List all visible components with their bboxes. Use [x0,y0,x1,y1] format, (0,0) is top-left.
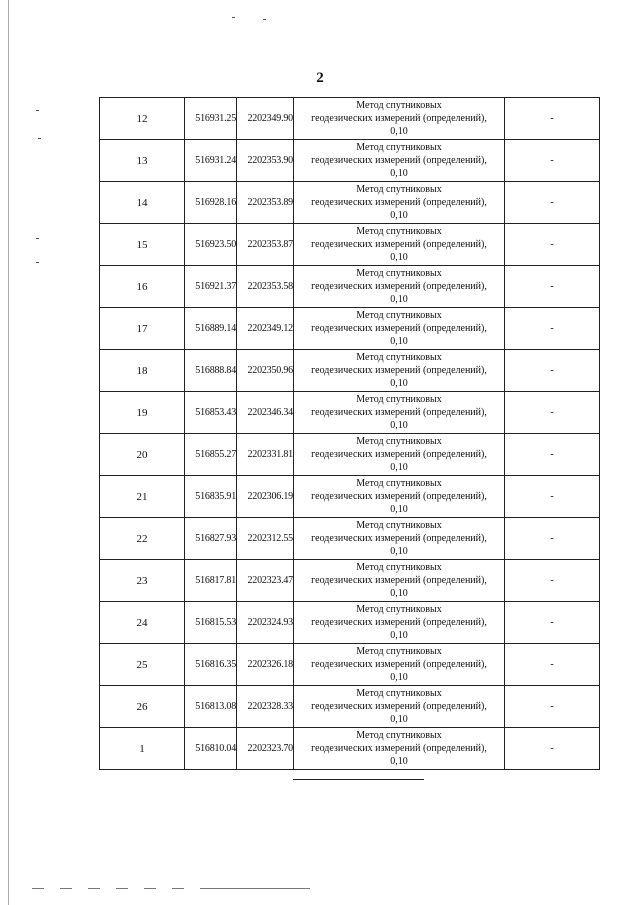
table-row [100,602,600,644]
x-coordinate-cell: 516931.24 [185,140,237,182]
method-line: Метод спутниковых [356,646,442,657]
scan-dash [32,888,44,889]
method-line: 0,10 [390,336,408,347]
method-line: Метод спутниковых [356,100,442,111]
note-cell: - [505,686,600,728]
method-line: 0,10 [390,378,408,389]
table-row [100,182,600,224]
scan-speck [38,138,41,139]
y-coordinate-cell: 2202323.70 [237,728,294,770]
table-row [100,728,600,770]
method-line: 0,10 [390,210,408,221]
point-number-cell: 19 [100,392,185,434]
method-line: геодезических измерений (определений), [311,155,487,166]
y-coordinate-cell: 2202346.34 [237,392,294,434]
method-line: геодезических измерений (определений), [311,197,487,208]
note-cell: - [505,140,600,182]
y-coordinate-cell: 2202328.33 [237,686,294,728]
y-coordinate-cell: 2202306.19 [237,476,294,518]
y-coordinate-cell: 2202353.90 [237,140,294,182]
y-coordinate-cell: 2202331.81 [237,434,294,476]
note-cell: - [505,518,600,560]
x-coordinate-cell: 516817.81 [185,560,237,602]
method-line: геодезических измерений (определений), [311,449,487,460]
method-line: Метод спутниковых [356,394,442,405]
x-coordinate-cell: 516888.84 [185,350,237,392]
note-cell: - [505,182,600,224]
table-row [100,224,600,266]
x-coordinate-cell: 516815.53 [185,602,237,644]
note-cell: - [505,392,600,434]
method-line: 0,10 [390,420,408,431]
method-line: геодезических измерений (определений), [311,113,487,124]
method-line: геодезических измерений (определений), [311,701,487,712]
method-cell [294,434,505,476]
note-cell: - [505,728,600,770]
x-coordinate-cell: 516855.27 [185,434,237,476]
method-line: 0,10 [390,672,408,683]
scan-dash [144,888,156,889]
method-line: геодезических измерений (определений), [311,659,487,670]
x-coordinate-cell: 516931.25 [185,98,237,140]
method-line: Метод спутниковых [356,688,442,699]
point-number-cell: 17 [100,308,185,350]
y-coordinate-cell: 2202353.58 [237,266,294,308]
method-cell [294,392,505,434]
method-line: Метод спутниковых [356,436,442,447]
method-cell [294,476,505,518]
method-line: Метод спутниковых [356,604,442,615]
scan-dash [172,888,184,889]
y-coordinate-cell: 2202353.87 [237,224,294,266]
x-coordinate-cell: 516816.35 [185,644,237,686]
scan-speck [36,238,39,239]
x-coordinate-cell: 516813.08 [185,686,237,728]
method-line: Метод спутниковых [356,310,442,321]
note-cell: - [505,350,600,392]
method-line: геодезических измерений (определений), [311,239,487,250]
scan-edge [8,0,9,905]
method-line: 0,10 [390,294,408,305]
point-number-cell: 15 [100,224,185,266]
point-number-cell: 13 [100,140,185,182]
y-coordinate-cell: 2202349.12 [237,308,294,350]
method-cell [294,350,505,392]
method-line: геодезических измерений (определений), [311,323,487,334]
method-line: Метод спутниковых [356,562,442,573]
method-line: геодезических измерений (определений), [311,575,487,586]
table-row [100,560,600,602]
method-line: Метод спутниковых [356,730,442,741]
note-cell: - [505,476,600,518]
table-row [100,476,600,518]
method-line: геодезических измерений (определений), [311,407,487,418]
table-row [100,98,600,140]
point-number-cell: 18 [100,350,185,392]
note-cell: - [505,434,600,476]
method-line: геодезических измерений (определений), [311,617,487,628]
method-line: Метод спутниковых [356,226,442,237]
method-cell [294,602,505,644]
table-row [100,140,600,182]
y-coordinate-cell: 2202323.47 [237,560,294,602]
scan-dash [88,888,100,889]
point-number-cell: 23 [100,560,185,602]
x-coordinate-cell: 516889.14 [185,308,237,350]
method-line: геодезических измерений (определений), [311,533,487,544]
method-cell [294,182,505,224]
method-line: Метод спутниковых [356,478,442,489]
method-cell [294,140,505,182]
table-row [100,518,600,560]
note-cell: - [505,602,600,644]
table-row [100,266,600,308]
x-coordinate-cell: 516923.50 [185,224,237,266]
point-number-cell: 25 [100,644,185,686]
point-number-cell: 26 [100,686,185,728]
point-number-cell: 12 [100,98,185,140]
x-coordinate-cell: 516827.93 [185,518,237,560]
method-line: 0,10 [390,504,408,515]
method-line: 0,10 [390,462,408,473]
point-number-cell: 16 [100,266,185,308]
method-line: 0,10 [390,756,408,767]
scan-speck [232,17,235,18]
method-line: 0,10 [390,588,408,599]
table-row [100,644,600,686]
scan-dash [200,888,310,889]
method-line: 0,10 [390,252,408,263]
method-cell [294,308,505,350]
point-number-cell: 1 [100,728,185,770]
table-row [100,308,600,350]
scan-speck [36,110,39,111]
method-cell [294,266,505,308]
x-coordinate-cell: 516835.91 [185,476,237,518]
method-cell [294,686,505,728]
scan-speck [36,262,39,263]
coordinates-table [99,97,600,770]
point-number-cell: 20 [100,434,185,476]
page-number: 2 [316,70,324,86]
point-number-cell: 24 [100,602,185,644]
table-row [100,350,600,392]
method-line: геодезических измерений (определений), [311,281,487,292]
method-cell [294,224,505,266]
y-coordinate-cell: 2202324.93 [237,602,294,644]
table-row [100,686,600,728]
method-line: Метод спутниковых [356,142,442,153]
y-coordinate-cell: 2202350.96 [237,350,294,392]
note-cell: - [505,308,600,350]
method-cell [294,728,505,770]
table-row [100,392,600,434]
scan-speck [263,19,266,20]
method-line: Метод спутниковых [356,352,442,363]
point-number-cell: 21 [100,476,185,518]
point-number-cell: 14 [100,182,185,224]
method-line: 0,10 [390,126,408,137]
y-coordinate-cell: 2202312.55 [237,518,294,560]
method-line: геодезических измерений (определений), [311,743,487,754]
method-line: геодезических измерений (определений), [311,365,487,376]
note-cell: - [505,266,600,308]
method-line: Метод спутниковых [356,184,442,195]
method-line: 0,10 [390,546,408,557]
y-coordinate-cell: 2202326.18 [237,644,294,686]
signature-line [293,779,424,780]
point-number-cell: 22 [100,518,185,560]
x-coordinate-cell: 516810.04 [185,728,237,770]
y-coordinate-cell: 2202353.89 [237,182,294,224]
method-line: 0,10 [390,630,408,641]
method-line: 0,10 [390,168,408,179]
table-row [100,434,600,476]
method-cell [294,560,505,602]
note-cell: - [505,644,600,686]
note-cell: - [505,560,600,602]
y-coordinate-cell: 2202349.90 [237,98,294,140]
method-cell [294,98,505,140]
method-line: Метод спутниковых [356,268,442,279]
method-cell [294,644,505,686]
note-cell: - [505,98,600,140]
table-body [100,98,600,770]
scan-dash [60,888,72,889]
note-cell: - [505,224,600,266]
x-coordinate-cell: 516921.37 [185,266,237,308]
scan-dash [116,888,128,889]
method-line: Метод спутниковых [356,520,442,531]
x-coordinate-cell: 516928.16 [185,182,237,224]
x-coordinate-cell: 516853.43 [185,392,237,434]
method-line: геодезических измерений (определений), [311,491,487,502]
method-cell [294,518,505,560]
method-line: 0,10 [390,714,408,725]
